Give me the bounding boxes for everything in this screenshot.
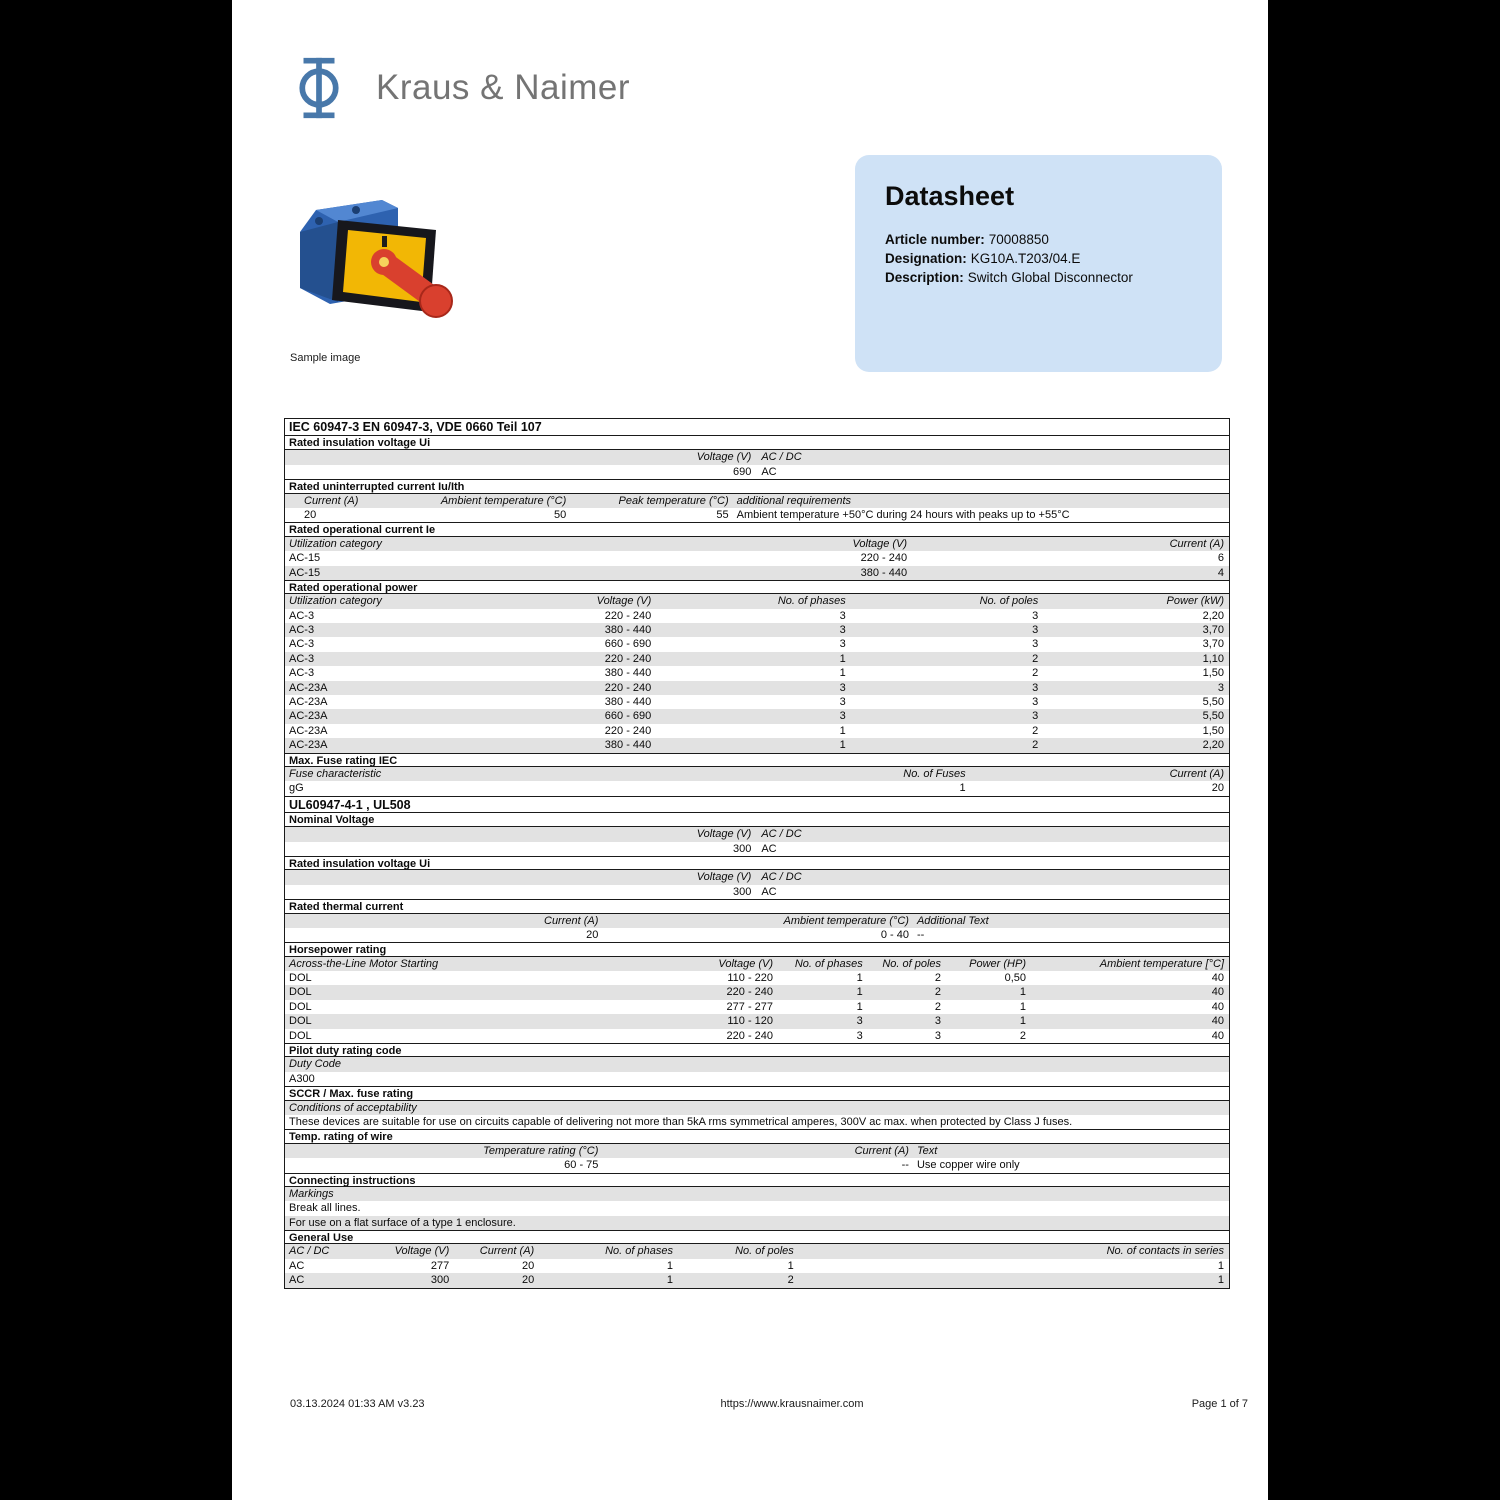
table-cell: 3	[839, 638, 846, 651]
table-cell: Voltage (V)	[394, 1245, 450, 1258]
table-cell: 3	[1032, 609, 1039, 622]
table-cell: SCCR / Max. fuse rating	[289, 1088, 414, 1100]
product-image	[286, 180, 486, 345]
table-cell: 220 - 240	[860, 552, 908, 565]
table-cell: Ambient temperature [°C]	[1099, 957, 1224, 970]
table-cell: AC-3	[289, 652, 315, 665]
table-cell: 1	[959, 782, 966, 795]
subsection-title-row	[285, 1086, 1229, 1100]
data-row	[285, 781, 1229, 795]
table-cell: 1	[1019, 1000, 1026, 1013]
table-cell: AC-15	[289, 566, 321, 579]
table-cell: Ambient temperature (°C)	[440, 494, 567, 507]
data-row	[285, 551, 1229, 565]
table-cell: Connecting instructions	[289, 1174, 416, 1186]
table-cell: Voltage (V)	[696, 451, 752, 464]
table-cell: 380 - 440	[604, 624, 652, 637]
table-cell: 20	[1211, 782, 1224, 795]
section-title-row	[285, 796, 1229, 813]
table-cell: 3	[1032, 681, 1039, 694]
table-cell: 1	[839, 739, 846, 752]
table-cell: 1	[1019, 1015, 1026, 1028]
subsection-title-row	[285, 580, 1229, 594]
table-cell: Rated insulation voltage Ui	[289, 857, 431, 870]
data-row	[285, 465, 1229, 479]
info-box-title: Datasheet	[885, 181, 1015, 211]
table-cell: Voltage (V)	[696, 871, 752, 884]
table-cell: AC-23A	[289, 681, 328, 694]
table-cell: Voltage (V)	[696, 828, 752, 841]
table-cell: AC	[289, 1259, 305, 1272]
table-cell: 5,50	[1202, 696, 1224, 709]
table-cell: General Use	[289, 1232, 354, 1244]
table-cell: Additional Text	[916, 914, 989, 927]
table-cell: AC-23A	[289, 696, 328, 709]
table-cell: gG	[289, 782, 304, 795]
table-cell: Current (A)	[544, 914, 599, 927]
article-number-field	[885, 230, 1194, 249]
data-row	[285, 1201, 1229, 1215]
table-cell: 220 - 240	[726, 1029, 774, 1042]
table-cell: No. of contacts in series	[1106, 1245, 1224, 1258]
table-cell: 1,50	[1202, 667, 1224, 680]
table-cell: 1	[1217, 1274, 1224, 1287]
description-field	[885, 268, 1194, 287]
footer-url: https://www.krausnaimer.com	[720, 1398, 864, 1410]
subsection-title-row	[285, 899, 1229, 913]
table-cell: 1	[1217, 1259, 1224, 1272]
table-cell: 220 - 240	[604, 609, 652, 622]
table-cell: Power (kW)	[1166, 595, 1224, 608]
data-row	[285, 623, 1229, 637]
table-cell: Rated thermal current	[289, 901, 404, 913]
table-cell: 660 - 690	[604, 638, 652, 651]
data-row	[285, 508, 1229, 522]
table-cell: 0 - 40	[880, 928, 909, 941]
table-cell: DOL	[289, 1000, 312, 1013]
table-cell: 20	[521, 1259, 535, 1272]
column-header-row	[285, 870, 1229, 884]
table-cell: DOL	[289, 972, 312, 985]
table-cell: AC	[289, 1274, 305, 1287]
datasheet-info-box	[855, 155, 1222, 372]
table-cell: AC	[761, 465, 777, 478]
table-cell: 1,50	[1202, 724, 1224, 737]
table-cell: 110 - 120	[727, 1015, 774, 1028]
table-cell: Rated insulation voltage Ui	[289, 437, 431, 449]
table-cell: 220 - 240	[604, 724, 652, 737]
table-cell: 2,20	[1202, 609, 1224, 622]
table-cell: Rated operational power	[289, 581, 418, 594]
table-cell: 2	[1019, 1029, 1026, 1042]
table-cell: 20	[304, 508, 317, 521]
table-cell: IEC 60947-3 EN 60947-3, VDE 0660 Teil 107	[289, 420, 542, 434]
data-row	[285, 652, 1229, 666]
table-cell: AC	[761, 885, 777, 898]
table-cell: 3	[839, 710, 846, 723]
table-cell: 40	[1211, 972, 1224, 985]
table-cell: 1	[839, 652, 846, 665]
table-cell: No. of poles	[735, 1245, 794, 1258]
table-cell: 20	[521, 1274, 535, 1287]
subsection-title-row	[285, 942, 1229, 956]
table-cell: 2	[787, 1274, 794, 1287]
table-cell: 3,70	[1202, 638, 1224, 651]
table-cell: 55	[716, 508, 729, 521]
data-row	[285, 1158, 1229, 1172]
table-cell: 1	[856, 1000, 863, 1013]
table-cell: 2	[1032, 667, 1039, 680]
table-cell: 220 - 240	[604, 652, 652, 665]
spec-table	[284, 418, 1230, 1289]
column-header-row	[285, 594, 1229, 608]
table-cell: 2	[934, 972, 942, 985]
data-row	[285, 885, 1229, 899]
table-cell: 50	[554, 508, 567, 521]
data-row	[285, 1000, 1229, 1014]
table-cell: 3	[934, 1029, 942, 1042]
subsection-title-row	[285, 1129, 1229, 1143]
table-cell: AC-23A	[289, 710, 328, 723]
table-cell: DOL	[289, 1029, 312, 1042]
table-cell: Voltage (V)	[596, 595, 652, 608]
subsection-title-row	[285, 753, 1229, 767]
data-row	[285, 1014, 1229, 1028]
table-cell: No. of phases	[777, 595, 846, 608]
table-cell: AC-3	[289, 609, 315, 622]
table-cell: 380 - 440	[604, 739, 652, 752]
table-cell: DOL	[289, 986, 312, 999]
designation-field	[885, 249, 1194, 268]
data-row	[285, 928, 1229, 942]
brand-name: Kraus & Naimer	[376, 68, 631, 107]
table-cell: Across-the-Line Motor Starting	[289, 957, 439, 970]
table-cell: 1	[1019, 986, 1026, 999]
column-header-row	[285, 1144, 1229, 1158]
table-cell: 1	[856, 986, 863, 999]
table-cell: AC-15	[289, 552, 321, 565]
column-header-row	[285, 494, 1229, 508]
table-cell: 2,20	[1202, 739, 1224, 752]
table-cell: AC-23A	[289, 724, 328, 737]
column-header-row	[285, 767, 1229, 781]
table-cell: These devices are suitable for use on circuits capable of delivering not more than 5kA rms symmetrical amperes, 300V ac max. when protected by Class J fuses.	[289, 1115, 1073, 1128]
table-cell: AC / DC	[761, 828, 802, 841]
table-cell: Utilization category	[289, 537, 382, 550]
table-cell: DOL	[289, 1015, 312, 1028]
data-row	[285, 666, 1229, 680]
data-row	[285, 1115, 1229, 1129]
table-cell: Voltage (V)	[852, 537, 908, 550]
table-cell: 40	[1211, 1029, 1224, 1042]
table-cell: 2	[1032, 652, 1039, 665]
table-cell: No. of phases	[794, 957, 863, 970]
subsection-title-row	[285, 522, 1229, 536]
table-cell: No. of phases	[605, 1245, 673, 1258]
table-cell: Conditions of acceptability	[289, 1101, 417, 1114]
table-cell: 220 - 240	[604, 681, 652, 694]
table-cell: 40	[1211, 1015, 1224, 1028]
description-label: Description:	[885, 270, 964, 285]
description-value: Switch Global Disconnector	[967, 270, 1133, 285]
subsection-title-row	[285, 813, 1229, 827]
subsection-title-row	[285, 856, 1229, 870]
data-row	[285, 637, 1229, 651]
column-header-row	[285, 450, 1229, 464]
table-cell: Fuse characteristic	[289, 767, 382, 780]
table-cell: 300	[732, 842, 752, 855]
subsection-title-row	[285, 1230, 1229, 1244]
data-row	[285, 566, 1229, 580]
table-cell: 40	[1211, 1000, 1224, 1013]
table-cell: 660 - 690	[604, 710, 652, 723]
table-cell: 5,50	[1202, 710, 1224, 723]
table-cell: 3,70	[1202, 624, 1224, 637]
sample-image-caption: Sample image	[290, 352, 361, 364]
table-cell: Ambient temperature +50°C during 24 hours with peaks up to +55°C	[736, 508, 1070, 521]
table-cell: Rated operational current Ie	[289, 524, 436, 536]
data-row	[285, 609, 1229, 623]
subsection-title-row	[285, 1043, 1229, 1057]
table-cell: Duty Code	[289, 1058, 341, 1071]
table-cell: For use on a flat surface of a type 1 enclosure.	[289, 1216, 516, 1229]
table-cell: AC / DC	[761, 871, 802, 884]
data-row	[285, 985, 1229, 999]
table-cell: AC-3	[289, 667, 315, 680]
designation-value: KG10A.T203/04.E	[970, 251, 1081, 266]
table-cell: 300	[732, 885, 752, 898]
table-cell: 3	[839, 681, 846, 694]
data-row	[285, 681, 1229, 695]
table-cell: No. of poles	[882, 957, 942, 970]
table-cell: No. of poles	[979, 595, 1039, 608]
column-header-row	[285, 914, 1229, 928]
table-cell: Rated uninterrupted current Iu/Ith	[289, 481, 465, 493]
table-cell: Horsepower rating	[289, 944, 387, 956]
table-cell: UL60947-4-1 , UL508	[289, 797, 411, 812]
phi-logo-icon	[288, 52, 350, 124]
data-row	[285, 724, 1229, 738]
table-cell: Voltage (V)	[718, 957, 774, 970]
datasheet-page	[232, 0, 1268, 1500]
table-cell: AC / DC	[289, 1245, 330, 1258]
article-number-label: Article number:	[885, 232, 985, 247]
data-row	[285, 695, 1229, 709]
column-header-row	[285, 1244, 1229, 1258]
table-cell: 3	[839, 696, 846, 709]
table-cell: 690	[732, 465, 752, 478]
table-cell: Text	[916, 1144, 938, 1157]
table-cell: AC-3	[289, 624, 315, 637]
table-cell: Current (A)	[479, 1245, 535, 1258]
table-cell: 4	[1217, 566, 1224, 579]
table-cell: 277 - 277	[726, 1000, 774, 1013]
footer-page-number: Page 1 of 7	[1191, 1398, 1248, 1410]
table-cell: 3	[856, 1029, 863, 1042]
table-cell: 3	[1217, 681, 1224, 694]
table-cell: Pilot duty rating code	[289, 1045, 402, 1057]
table-cell: 3	[1032, 710, 1039, 723]
table-cell: 380 - 440	[860, 566, 908, 579]
table-cell: AC	[761, 842, 777, 855]
table-cell: Current (A)	[304, 494, 359, 507]
table-cell: 1	[839, 724, 846, 737]
table-cell: 3	[1032, 638, 1039, 651]
table-cell: 1	[856, 972, 863, 985]
subsection-title-row	[285, 479, 1229, 493]
table-cell: Temperature rating (°C)	[483, 1144, 599, 1157]
table-cell: Temp. rating of wire	[289, 1131, 393, 1143]
table-cell: 1	[839, 667, 846, 680]
table-cell: Utilization category	[289, 595, 382, 608]
table-cell: 0,50	[1004, 972, 1026, 985]
data-row	[285, 1273, 1229, 1287]
table-cell: 3	[1032, 696, 1039, 709]
table-cell: 2	[1032, 739, 1039, 752]
data-row	[285, 1216, 1229, 1230]
switch-product-icon	[286, 180, 486, 345]
table-cell: Nominal Voltage	[289, 813, 375, 826]
table-cell: 300	[430, 1274, 450, 1287]
table-cell: 110 - 220	[727, 972, 774, 985]
table-cell: 380 - 440	[604, 696, 652, 709]
table-cell: Ambient temperature (°C)	[783, 914, 909, 927]
table-cell: 1,10	[1202, 652, 1224, 665]
footer	[232, 1398, 1268, 1418]
table-cell: Peak temperature (°C)	[618, 494, 729, 507]
table-cell: 1	[666, 1274, 673, 1287]
table-cell: Power (HP)	[969, 957, 1026, 970]
table-cell: 3	[839, 609, 846, 622]
table-cell: 3	[839, 624, 846, 637]
column-header-row	[285, 1101, 1229, 1115]
table-cell: 380 - 440	[604, 667, 652, 680]
footer-date: 03.13.2024 01:33 AM v3.23	[290, 1398, 425, 1410]
table-cell: Current (A)	[1169, 767, 1224, 780]
column-header-row	[285, 827, 1229, 841]
column-header-row	[285, 537, 1229, 551]
table-cell: AC / DC	[761, 451, 802, 464]
table-cell: 2	[934, 1000, 942, 1013]
column-header-row	[285, 1187, 1229, 1201]
data-row	[285, 1072, 1229, 1086]
table-cell: 3	[1032, 624, 1039, 637]
table-cell: --	[916, 928, 925, 941]
table-cell: 20	[586, 928, 599, 941]
article-number-value: 70008850	[988, 232, 1049, 247]
data-row	[285, 738, 1229, 752]
table-cell: Markings	[289, 1187, 334, 1200]
column-header-row	[285, 1057, 1229, 1071]
table-cell: A300	[289, 1072, 315, 1085]
subsection-title-row	[285, 436, 1229, 450]
table-cell: additional requirements	[736, 494, 852, 507]
column-header-row	[285, 957, 1229, 971]
table-cell: 6	[1217, 552, 1224, 565]
table-cell: AC-23A	[289, 739, 328, 752]
section-title-row	[285, 419, 1229, 436]
designation-label: Designation:	[885, 251, 967, 266]
table-cell: Current (A)	[1169, 537, 1224, 550]
data-row	[285, 709, 1229, 723]
table-cell: 220 - 240	[726, 986, 774, 999]
table-cell: 2	[1032, 724, 1039, 737]
subsection-title-row	[285, 1173, 1229, 1187]
data-row	[285, 1259, 1229, 1273]
table-cell: 1	[787, 1259, 794, 1272]
table-cell: 2	[934, 986, 942, 999]
table-cell: Current (A)	[854, 1144, 909, 1157]
table-cell: AC-3	[289, 638, 315, 651]
data-row	[285, 842, 1229, 856]
data-row	[285, 971, 1229, 985]
table-cell: 3	[934, 1015, 942, 1028]
kraus-naimer-logo	[288, 52, 630, 124]
table-cell: 1	[666, 1259, 673, 1272]
table-cell: 3	[856, 1015, 863, 1028]
table-cell: 60 - 75	[564, 1159, 599, 1172]
data-row	[285, 1029, 1229, 1043]
table-cell: No. of Fuses	[903, 767, 966, 780]
table-cell: Max. Fuse rating IEC	[289, 754, 398, 766]
table-cell: Use copper wire only	[916, 1159, 1020, 1172]
table-cell: --	[901, 1159, 909, 1172]
table-cell: 277	[430, 1259, 450, 1272]
table-cell: Break all lines.	[289, 1202, 361, 1215]
table-cell: 40	[1211, 986, 1224, 999]
